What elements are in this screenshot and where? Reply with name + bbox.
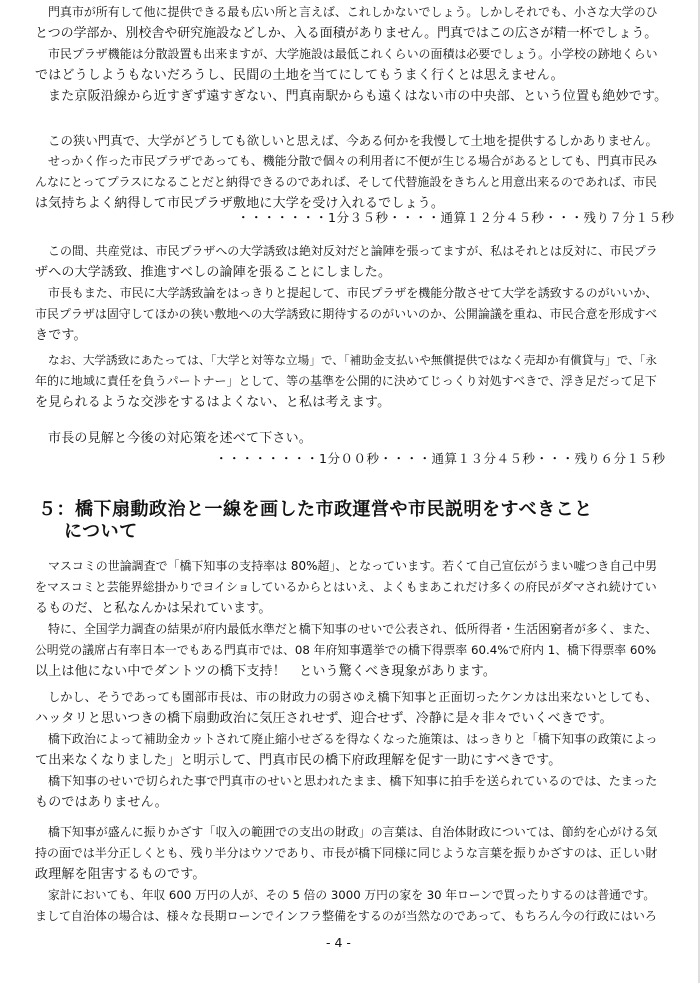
text-line: この間、共産党は、市民プラザへの大学誘致は絶対反対だと論陣を張ってますが、私はそれとは反対に、市民プラ — [48, 244, 658, 258]
text-line: 年的に地域に責任を負うパートナー」として、等の基準を公開的に決めてじっくり対処すべきで、浮き足だって足下 — [35, 374, 657, 388]
paragraph — [35, 283, 665, 346]
text-line: 特に、全国学力調査の結果が府内最低水準だと橋下知事のせいで公表され、低所得者・生活困窮者が多く、また、 — [48, 622, 658, 636]
paragraph — [35, 130, 665, 151]
text-line: をマスコミと芸能界総掛かりでヨイショしているからとはいえ、よくもまあこれだけ多くの府民がダマされ続けてい — [35, 580, 657, 594]
time-counter: ・・・・・・・1分３５秒・・・・通算１２分４５秒・・・残り７分１５秒 — [237, 210, 675, 225]
section-heading — [38, 499, 668, 543]
text-line: ザへの大学誘致、推進すべしの論陣を張ることにしました。 — [35, 265, 392, 280]
paragraph — [35, 822, 665, 885]
text-line: 持の面では半分正しくとも、残り半分はウソであり、市長が橋下同様に同じような言葉を振りかざすのは、正しい財 — [35, 846, 658, 860]
heading-line: ５：橋下扇動政治と一線を画した市政運営や市民説明をすべきこと — [38, 499, 593, 520]
paragraph — [35, 556, 665, 619]
text-line: なお、大学誘致にあたっては、「大学と対等な立場」で、「補助金支払いや無償提供ではなく売却か有償貸与」で、「永 — [48, 353, 658, 367]
text-line: 橋下政治によって補助金カットされて廃止縮小せざるを得なくなった施策は、はっきりと「橋下知事の政策によっ — [48, 732, 658, 746]
heading-line: について — [64, 521, 138, 542]
text-line: は気持ちよく納得して市民プラザ敷地に大学を受け入れるでしょう。 — [35, 196, 445, 211]
text-line: 門真市が所有して他に提供できる最も広い所と言えば、これしかないでしょう。しかしそれでも、小さな大学のひ — [48, 5, 658, 19]
text-line: 政理解を阻害するものです。 — [35, 867, 206, 882]
paragraph — [35, 687, 665, 729]
paragraph — [35, 350, 665, 413]
paragraph — [35, 771, 665, 813]
text-line: 公明党の議席占有率日本一でもある門真市では、08 年府知事選挙での橋下得票率 60.4%で府内 1、橋下得票率 60% — [35, 643, 657, 657]
text-line: きです。 — [35, 328, 87, 343]
text-line: んなにとってプラスになることだと納得できるのであれば、そして代替施設をきちんと用意出来るのであれば、市民 — [35, 175, 657, 189]
text-line: を見られるような交渉をするはよくない、と私は考えます。 — [35, 395, 391, 410]
text-line: 市長もまた、市民に大学誘致論をはっきりと提起して、市民プラザを機能分散させて大学を誘致するのがいいか、 — [48, 286, 658, 300]
paragraph — [35, 86, 668, 107]
text-line: 橋下知事のせいで切られた事で門真市のせいと思われたまま、橋下知事に拍手を送られているのでは、たまった — [48, 774, 658, 788]
text-line: 以上は他にない中でダントツの橋下支持！ という驚くべき現象があります。 — [35, 664, 497, 679]
paragraph — [35, 428, 665, 449]
text-line: ものではありません。 — [35, 795, 168, 810]
paragraph — [35, 619, 665, 682]
paragraph — [35, 729, 665, 771]
text-line: るものだ、と私なんかは呆れています。 — [35, 601, 272, 616]
page-number: - 4 - — [326, 935, 351, 950]
paragraph — [35, 2, 665, 44]
text-line: とつの学部か、別校舎や研究施設などしか、入る面積がありません。門真ではこの広さが精一杯でしょう。 — [35, 26, 658, 41]
text-line: 市民プラザ機能は分散設置も出来ますが、大学施設は最低これくらいの面積は必要でしょう。小学校の跡地くらい — [48, 47, 658, 61]
text-line: マスコミの世論調査で「橋下知事の支持率は 80%超」、となっています。若くて自己宣伝がうまい嘘つき自己中男 — [48, 559, 658, 573]
text-line: しかし、そうであっても園部市長は、市の財政力の弱さゆえ橋下知事と正面切ったケンカは出来ないとしても、 — [48, 690, 658, 704]
text-line: また京阪沿線から近すぎず遠すぎない、門真南駅からも遠くはない市の中央部、という位置も絶妙です。 — [48, 89, 668, 104]
time-counter: ・・・・・・・・1分００秒・・・・通算１３分４５秒・・・残り６分１５秒 — [215, 451, 666, 466]
paragraph — [35, 44, 665, 86]
text-line: まして自治体の場合は、様々な長期ローンでインフラ整備をするのが当然なのであって、もちろん今の行政にはいろ — [35, 909, 657, 923]
text-line: 市長の見解と今後の対応策を述べて下さい。 — [48, 431, 313, 446]
paragraph — [35, 241, 665, 283]
paragraph — [35, 151, 665, 214]
text-line: ではどうしようもないだろうし、民間の土地を当てにしてもうまく行くとは思えません。 — [35, 68, 564, 83]
text-line: 市民プラザは固守してほかの狭い敷地への大学誘致に期待するのがいいのか、公開論議を重ね、市民合意を形成すべ — [35, 307, 658, 321]
text-line: せっかく作った市民プラザであっても、機能分散で個々の利用者に不便が生じる場合があるとしても、門真市民み — [48, 154, 658, 168]
text-line: この狭い門真で、大学がどうしても欲しいと思えば、今ある何かを我慢して土地を提供するしかありません。 — [48, 133, 658, 148]
text-line: 家計においても、年収 600 万円の人が、その 5 倍の 3000 万円の家を 30 年ローンで買ったりするのは普通です。 — [48, 888, 656, 902]
text-line: 橋下知事が盛んに振りかざす「収入の範囲での支出の財政」の言葉は、自治体財政については、節約を心がける気 — [48, 825, 658, 839]
text-line: て出来なくなりました」と明示して、門真市民の橋下府政理解を促す一助にすべきです。 — [35, 753, 562, 768]
text-line: ハッタリと思いつきの橋下扇動政治に気圧されせず、迎合せず、冷静に是々非々でいくべきです。 — [35, 711, 613, 726]
paragraph — [35, 885, 665, 927]
